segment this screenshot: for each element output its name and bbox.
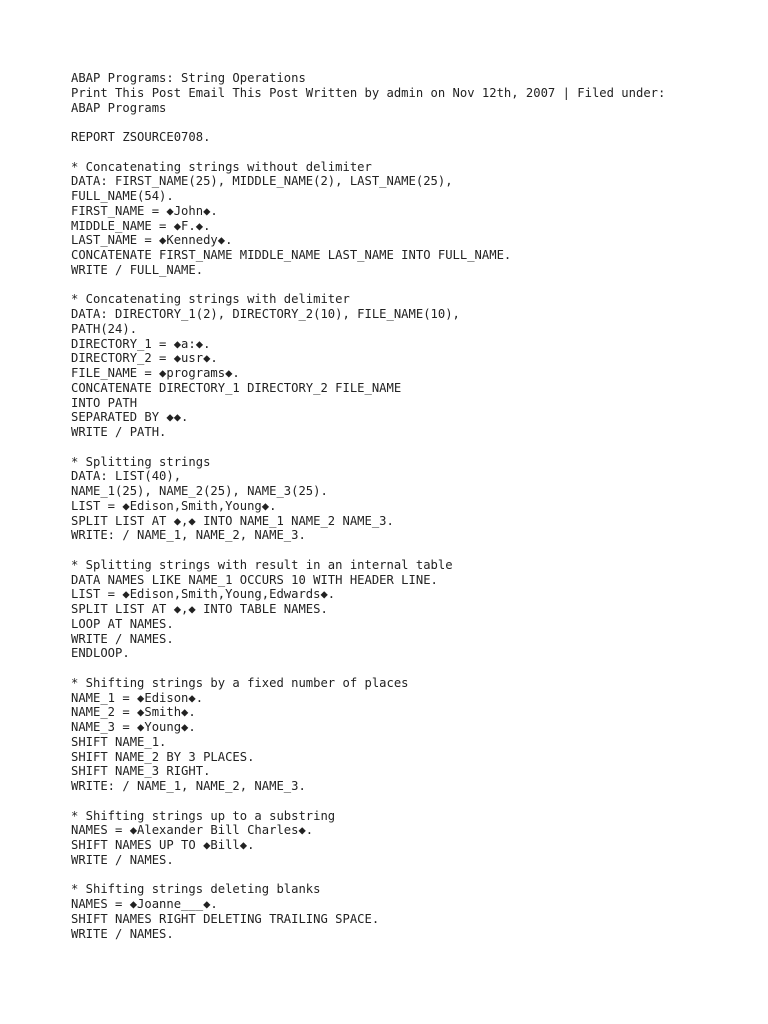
- code-line: DATA: FIRST_NAME(25), MIDDLE_NAME(2), LAST_NAME(25),: [71, 174, 453, 189]
- code-line: SHIFT NAME_2 BY 3 PLACES.: [71, 749, 255, 764]
- code-line: WRITE / NAMES.: [71, 852, 174, 867]
- code-line: MIDDLE_NAME = ◆F.◆.: [71, 218, 211, 233]
- code-comment: * Splitting strings: [71, 454, 211, 469]
- spacer: [71, 278, 751, 293]
- code-line: NAME_1(25), NAME_2(25), NAME_3(25).: [71, 484, 328, 498]
- code-line: SPLIT LIST AT ◆,◆ INTO NAME_1 NAME_2 NAME_3.: [71, 513, 394, 528]
- code-line: SEPARATED BY ◆◆.: [71, 410, 189, 425]
- post-category: ABAP Programs: [71, 100, 167, 115]
- code-line: LIST = ◆Edison,Smith,Young,Edwards◆.: [71, 587, 336, 602]
- code-line: WRITE / NAMES.: [71, 926, 174, 941]
- code-line: NAME_2 = ◆Smith◆.: [71, 705, 196, 720]
- code-block: [71, 455, 751, 544]
- code-line: NAME_3 = ◆Young◆.: [71, 720, 196, 734]
- spacer: [71, 661, 751, 676]
- code-sections: [71, 145, 751, 942]
- spacer: [71, 145, 751, 160]
- document-page: [71, 71, 751, 941]
- code-line: SHIFT NAMES RIGHT DELETING TRAILING SPACE.: [71, 911, 380, 926]
- code-line: DATA NAMES LIKE NAME_1 OCCURS 10 WITH HEADER LINE.: [71, 572, 438, 587]
- spacer: [71, 868, 751, 883]
- code-comment: * Shifting strings by a fixed number of places: [71, 675, 409, 690]
- code-comment: * Splitting strings with result in an internal table: [71, 557, 453, 572]
- code-line: DATA: DIRECTORY_1(2), DIRECTORY_2(10), FILE_NAME(10),: [71, 307, 460, 321]
- code-line: FULL_NAME(54).: [71, 189, 174, 203]
- code-line: FILE_NAME = ◆programs◆.: [71, 366, 240, 380]
- code-line: PATH(24).: [71, 321, 138, 336]
- code-block: [71, 809, 751, 868]
- code-line: FIRST_NAME = ◆John◆.: [71, 203, 218, 218]
- post-meta-line: Print This Post Email This Post Written by admin on Nov 12th, 2007 | Filed under:: [71, 85, 666, 100]
- code-comment: * Shifting strings up to a substring: [71, 808, 336, 823]
- code-comment: * Concatenating strings without delimiter: [71, 159, 372, 174]
- code-line: SHIFT NAMES UP TO ◆Bill◆.: [71, 838, 255, 852]
- code-comment: * Shifting strings deleting blanks: [71, 882, 321, 897]
- report-statement: REPORT ZSOURCE0708.: [71, 130, 211, 144]
- code-comment: * Concatenating strings with delimiter: [71, 292, 350, 307]
- code-line: WRITE: / NAME_1, NAME_2, NAME_3.: [71, 528, 306, 543]
- code-line: CONCATENATE FIRST_NAME MIDDLE_NAME LAST_NAME INTO FULL_NAME.: [71, 248, 512, 262]
- code-line: LOOP AT NAMES.: [71, 616, 174, 631]
- code-line: DIRECTORY_2 = ◆usr◆.: [71, 351, 218, 366]
- code-line: SHIFT NAME_3 RIGHT.: [71, 764, 211, 779]
- spacer: [71, 543, 751, 558]
- code-line: WRITE / FULL_NAME.: [71, 262, 204, 277]
- code-line: WRITE: / NAME_1, NAME_2, NAME_3.: [71, 779, 306, 793]
- spacer: [71, 440, 751, 455]
- spacer: [71, 115, 751, 130]
- code-line: WRITE / NAMES.: [71, 631, 174, 646]
- code-line: ENDLOOP.: [71, 646, 130, 661]
- code-line: LIST = ◆Edison,Smith,Young◆.: [71, 498, 277, 513]
- spacer: [71, 794, 751, 809]
- code-block: [71, 676, 751, 794]
- code-line: INTO PATH: [71, 395, 138, 410]
- code-line: SHIFT NAME_1.: [71, 734, 167, 749]
- code-line: CONCATENATE DIRECTORY_1 DIRECTORY_2 FILE_NAME: [71, 380, 402, 395]
- code-line: NAMES = ◆Alexander Bill Charles◆.: [71, 823, 314, 838]
- code-block: [71, 292, 751, 440]
- page-title: ABAP Programs: String Operations: [71, 71, 306, 85]
- code-block: [71, 882, 751, 941]
- code-line: SPLIT LIST AT ◆,◆ INTO TABLE NAMES.: [71, 602, 328, 616]
- code-line: NAMES = ◆Joanne___◆.: [71, 897, 218, 911]
- code-line: LAST_NAME = ◆Kennedy◆.: [71, 233, 233, 248]
- code-line: WRITE / PATH.: [71, 425, 167, 439]
- code-line: NAME_1 = ◆Edison◆.: [71, 690, 204, 705]
- code-line: DIRECTORY_1 = ◆a:◆.: [71, 336, 211, 351]
- code-block: [71, 558, 751, 661]
- code-line: DATA: LIST(40),: [71, 469, 182, 484]
- code-block: [71, 160, 751, 278]
